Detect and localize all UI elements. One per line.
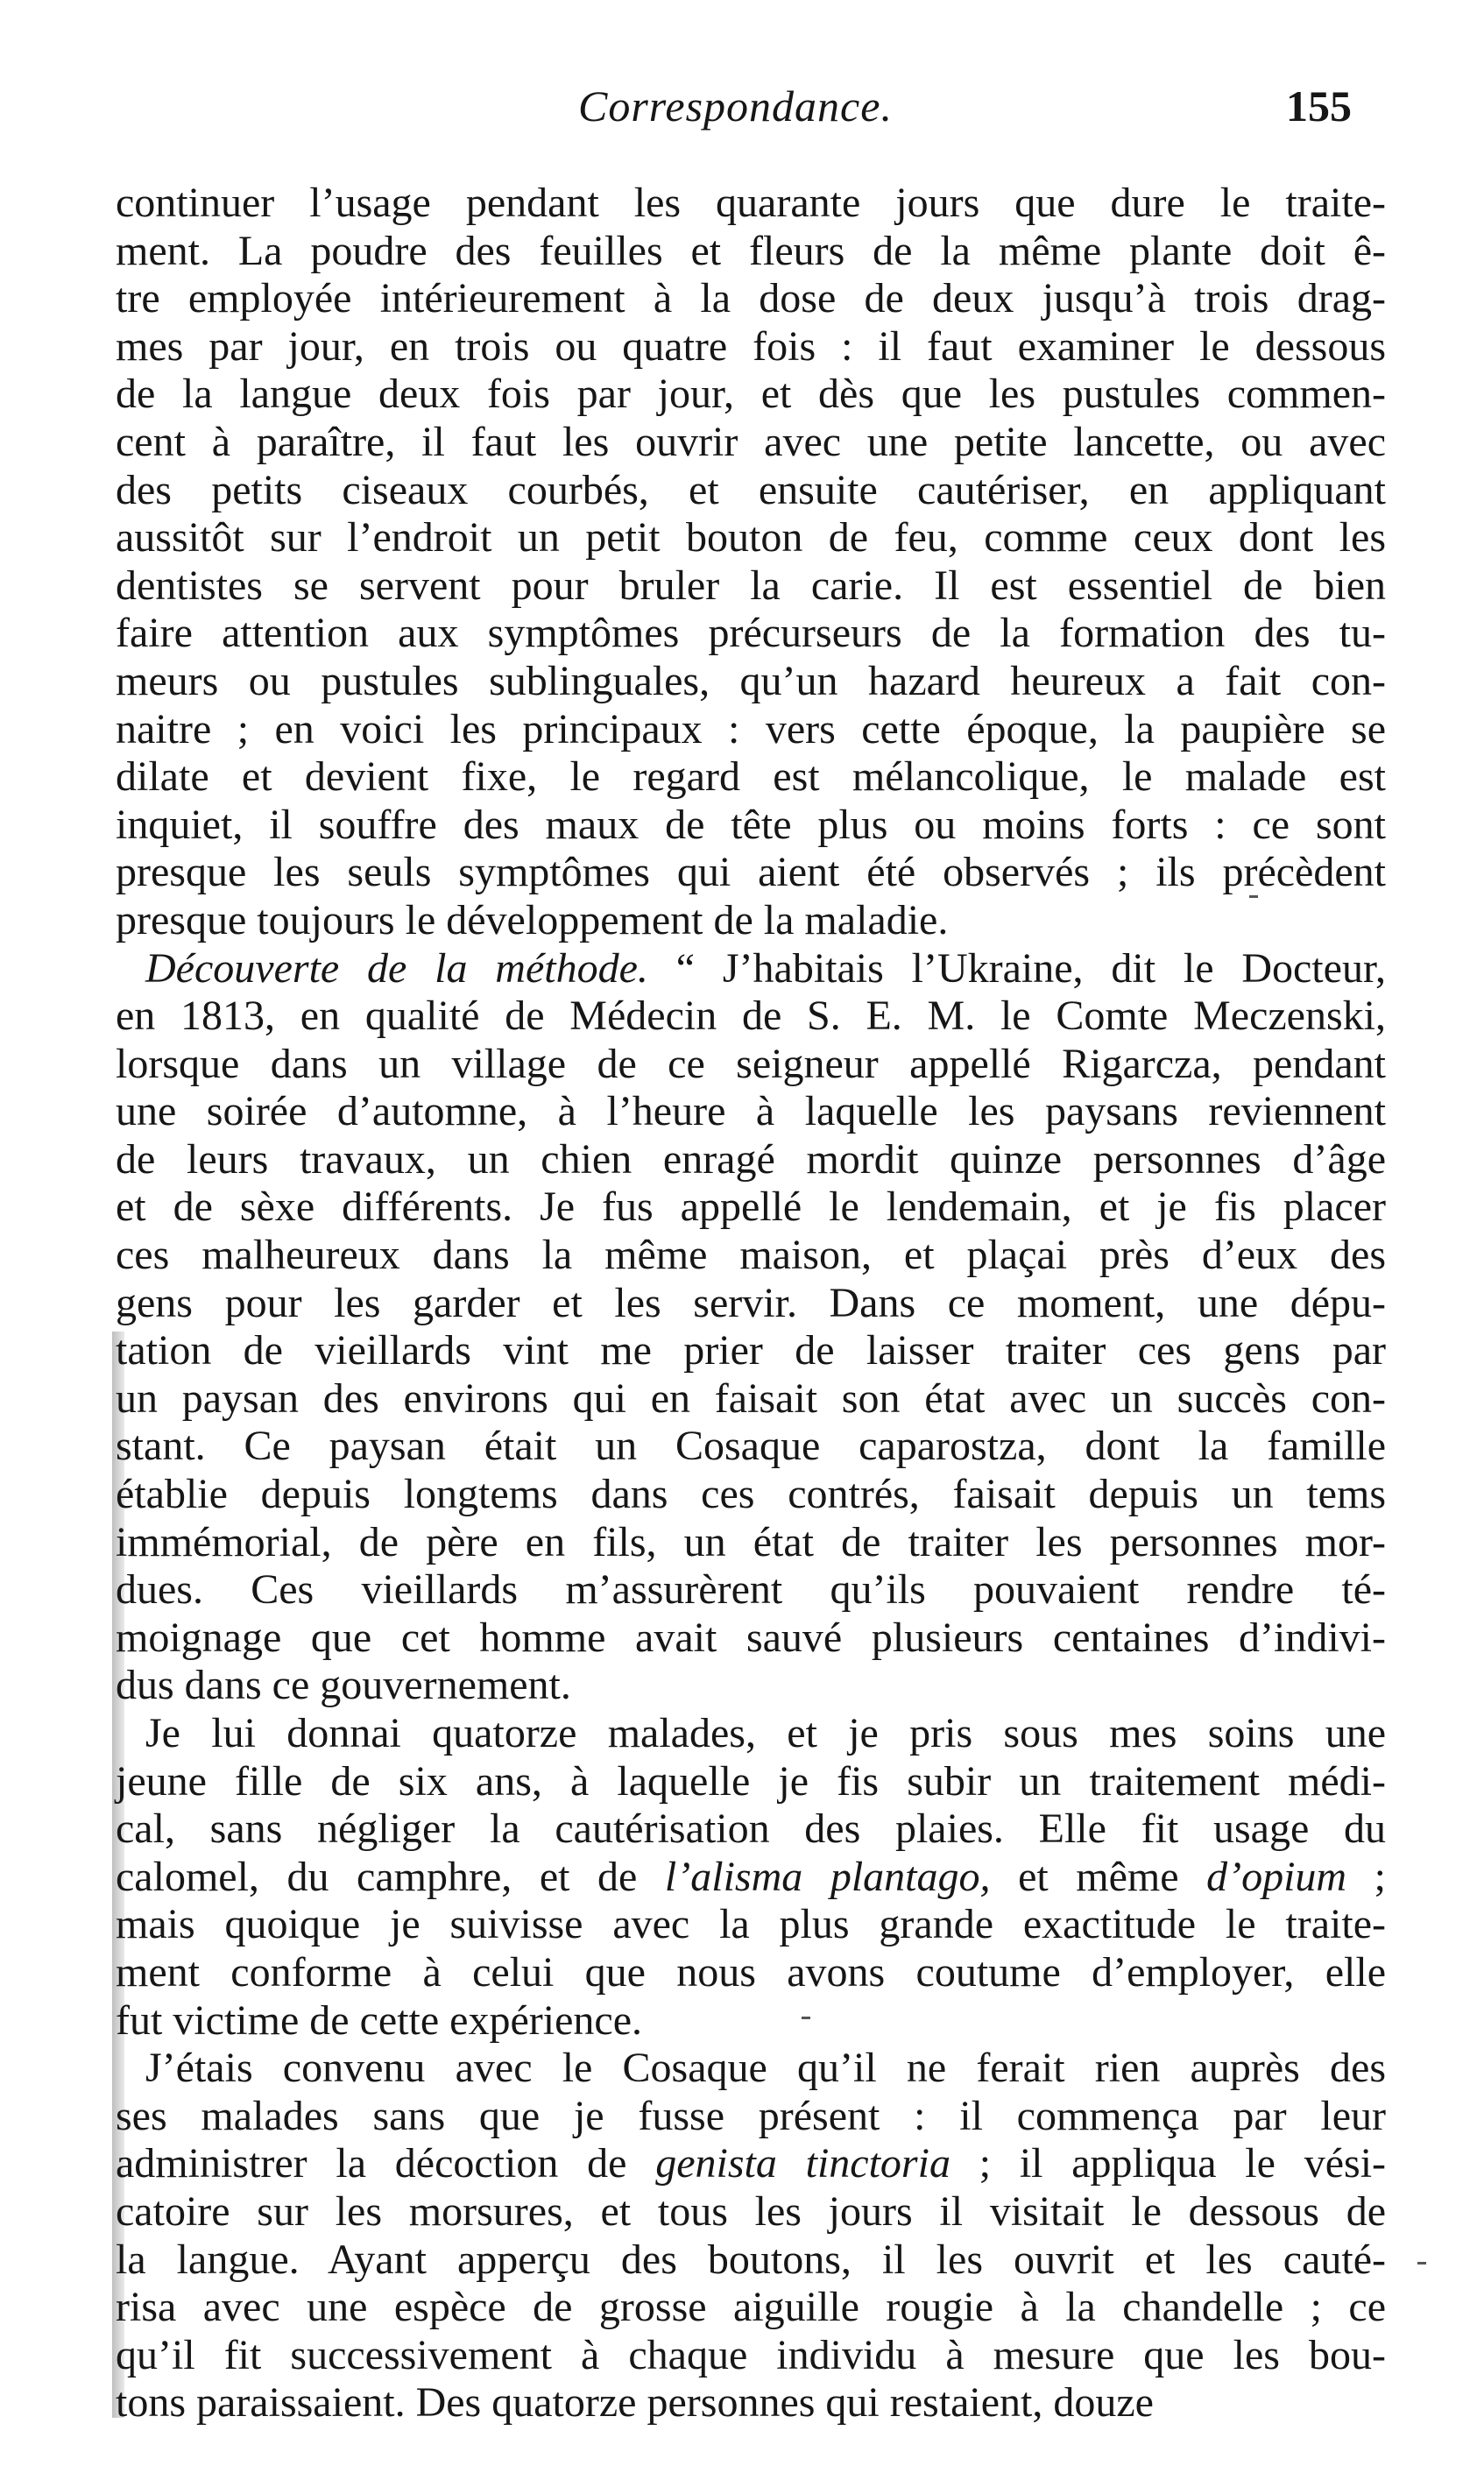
text-segment: ;	[1346, 1853, 1386, 1900]
text-line	[116, 1280, 1386, 1328]
text-line	[116, 1614, 1386, 1663]
text-segment: dus dans ce gouvernement.	[116, 1662, 571, 1709]
text-segment: immémorial, de père en fils, un état de traiter les personnes mor-	[116, 1518, 1386, 1565]
italic-text: d’opium	[1206, 1853, 1347, 1900]
text-segment: dues. Ces vieillards m’assurèrent qu’ils pouvaient rendre té-	[116, 1566, 1386, 1614]
text-line	[116, 2284, 1386, 2332]
text-segment: en 1813, en qualité de Médecin de S. E. M. le Comte Meczenski,	[116, 993, 1386, 1040]
text-line	[116, 180, 1386, 228]
text-segment: mes par jour, en trois ou quatre fois : il faut examiner le dessous	[116, 322, 1386, 370]
text-segment: tation de vieillards vint me prier de laisser traiter ces gens par	[116, 1327, 1386, 1374]
text-line	[116, 1041, 1386, 1089]
text-line	[116, 1423, 1386, 1471]
text-segment: tons paraissaient. Des quatorze personnes qui restaient, douze	[116, 2379, 1154, 2427]
text-segment: ses malades sans que je fusse présent : il commença par leur	[116, 2092, 1386, 2139]
text-segment: lorsque dans un village de ce seigneur appellé Rigarcza, pendant	[116, 1040, 1386, 1087]
text-segment: de la langue deux fois par jour, et dès que les pustules commen-	[116, 371, 1386, 418]
text-segment: aussitôt sur l’endroit un petit bouton de feu, comme ceux dont les	[116, 514, 1386, 562]
text-segment: tre employée intérieurement à la dose de deux jusqu’à trois drag-	[116, 275, 1386, 322]
text-segment: J’étais convenu avec le Cosaque qu’il ne ferait rien auprès des	[145, 2045, 1386, 2092]
page-header	[0, 81, 1484, 142]
text-segment: naitre ; en voici les principaux : vers cette époque, la paupière se	[116, 705, 1386, 752]
text-line	[116, 2045, 1386, 2093]
text-segment: stant. Ce paysan était un Cosaque caparostza, dont la famille	[116, 1423, 1386, 1470]
text-line	[116, 1136, 1386, 1184]
text-segment: inquiet, il souffre des maux de tête plus ou moins forts : ce sont	[116, 801, 1386, 848]
text-segment: catoire sur les morsures, et tous les jours il visitait le dessous de	[116, 2187, 1386, 2235]
text-segment: une soirée d’automne, à l’heure à laquelle les paysans reviennent	[116, 1088, 1386, 1135]
stray-mark	[1417, 2262, 1426, 2265]
text-segment: fut victime de cette expérience.	[116, 1996, 643, 2044]
text-segment: risa avec une espèce de grosse aiguille rougie à la chandelle ; ce	[116, 2284, 1386, 2331]
text-segment: de leurs travaux, un chien enragé mordit quinze personnes d’âge	[116, 1135, 1386, 1183]
text-segment: et même	[990, 1853, 1207, 1900]
text-line	[116, 467, 1386, 515]
text-segment: dilate et devient fixe, le regard est mélancolique, le malade est	[116, 753, 1386, 801]
running-title: Correspondance.	[578, 81, 893, 131]
text-line	[116, 1566, 1386, 1614]
text-line	[116, 1901, 1386, 1949]
text-segment: gens pour les garder et les servir. Dans ce moment, une dépu-	[116, 1279, 1386, 1326]
text-line	[116, 2140, 1386, 2188]
text-line	[116, 1854, 1386, 1902]
text-line	[116, 514, 1386, 562]
text-line	[116, 2332, 1386, 2380]
stray-mark	[1249, 895, 1258, 898]
text-line	[116, 323, 1386, 371]
text-line	[116, 610, 1386, 658]
text-segment: jeune fille de six ans, à laquelle je fis subir un traitement médi-	[116, 1757, 1386, 1805]
text-line	[116, 2093, 1386, 2141]
text-line	[116, 993, 1386, 1041]
text-line	[116, 275, 1386, 323]
italic-text: l’alisma plantago,	[664, 1853, 991, 1900]
text-segment: meurs ou pustules sublinguales, qu’un hazard heureux a fait con-	[116, 657, 1386, 704]
text-segment: dentistes se servent pour bruler la carie. Il est essentiel de bien	[116, 562, 1386, 609]
text-segment: continuer l’usage pendant les quarante jours que dure le traite-	[116, 180, 1386, 226]
text-segment: qu’il fit successivement à chaque individu à mesure que les bou-	[116, 2331, 1386, 2378]
text-line	[116, 1710, 1386, 1758]
text-line	[116, 706, 1386, 754]
body-text	[116, 180, 1386, 2427]
text-line	[116, 228, 1386, 276]
text-line	[116, 1997, 1386, 2045]
text-line	[116, 419, 1386, 467]
text-line	[116, 1232, 1386, 1280]
text-segment: des petits ciseaux courbés, et ensuite cautériser, en appliquant	[116, 466, 1386, 513]
text-line	[116, 1183, 1386, 1232]
text-line	[116, 371, 1386, 419]
italic-text: genista tinctoria	[655, 2140, 950, 2187]
text-line	[116, 2379, 1386, 2427]
text-segment: ment. La poudre des feuilles et fleurs de la même plante doit ê-	[116, 227, 1386, 274]
text-line	[116, 1327, 1386, 1375]
text-line	[116, 1949, 1386, 1997]
text-segment: un paysan des environs qui en faisait son état avec un succès con-	[116, 1374, 1386, 1422]
text-line	[116, 897, 1386, 945]
text-line	[116, 1519, 1386, 1567]
text-segment: cal, sans négliger la cautérisation des plaies. Elle fit usage du	[116, 1805, 1386, 1853]
text-line	[116, 2236, 1386, 2285]
text-line	[116, 1805, 1386, 1854]
italic-text: Découverte de la méthode.	[145, 944, 648, 992]
text-line	[116, 1471, 1386, 1519]
text-segment: ment conforme à celui que nous avons coutume d’employer, elle	[116, 1948, 1386, 1996]
text-line	[116, 1088, 1386, 1136]
text-segment: ces malheureux dans la même maison, et plaçai près d’eux des	[116, 1232, 1386, 1279]
text-segment: mais quoique je suivisse avec la plus grande exactitude le traite-	[116, 1901, 1386, 1948]
text-line	[116, 2188, 1386, 2236]
text-segment: calomel, du camphre, et de	[116, 1853, 665, 1900]
text-segment: établie depuis longtems dans ces contrés, faisait depuis un tems	[116, 1471, 1386, 1518]
text-segment: et de sèxe différents. Je fus appellé le lendemain, et je fis placer	[116, 1183, 1386, 1231]
text-segment: Je lui donnai quatorze malades, et je pris sous mes soins une	[145, 1710, 1386, 1756]
text-segment: la langue. Ayant apperçu des boutons, il les ouvrit et les cauté-	[116, 2236, 1386, 2283]
text-line	[116, 1375, 1386, 1424]
stray-mark	[802, 2017, 810, 2019]
text-segment: “ J’habitais l’Ukraine, dit le Docteur,	[647, 944, 1387, 992]
text-segment: cent à paraître, il faut les ouvrir avec une petite lancette, ou avec	[116, 418, 1386, 465]
text-line	[116, 658, 1386, 706]
text-line	[116, 562, 1386, 611]
text-line	[116, 945, 1386, 993]
page-number: 155	[1286, 81, 1352, 131]
text-line	[116, 849, 1386, 897]
text-line	[116, 1662, 1386, 1710]
text-line	[116, 1758, 1386, 1806]
text-segment: faire attention aux symptômes précurseurs de la formation des tu-	[116, 610, 1386, 657]
text-line	[116, 802, 1386, 850]
text-segment: presque les seuls symptômes qui aient été observés ; ils précèdent	[116, 849, 1386, 896]
text-segment: ; il appliqua le vési-	[950, 2140, 1387, 2187]
text-line	[116, 753, 1386, 802]
text-segment: presque toujours le développement de la maladie.	[116, 896, 949, 943]
text-segment: moignage que cet homme avait sauvé plusieurs centaines d’indivi-	[116, 1614, 1386, 1661]
text-segment: administrer la décoction de	[116, 2140, 656, 2187]
